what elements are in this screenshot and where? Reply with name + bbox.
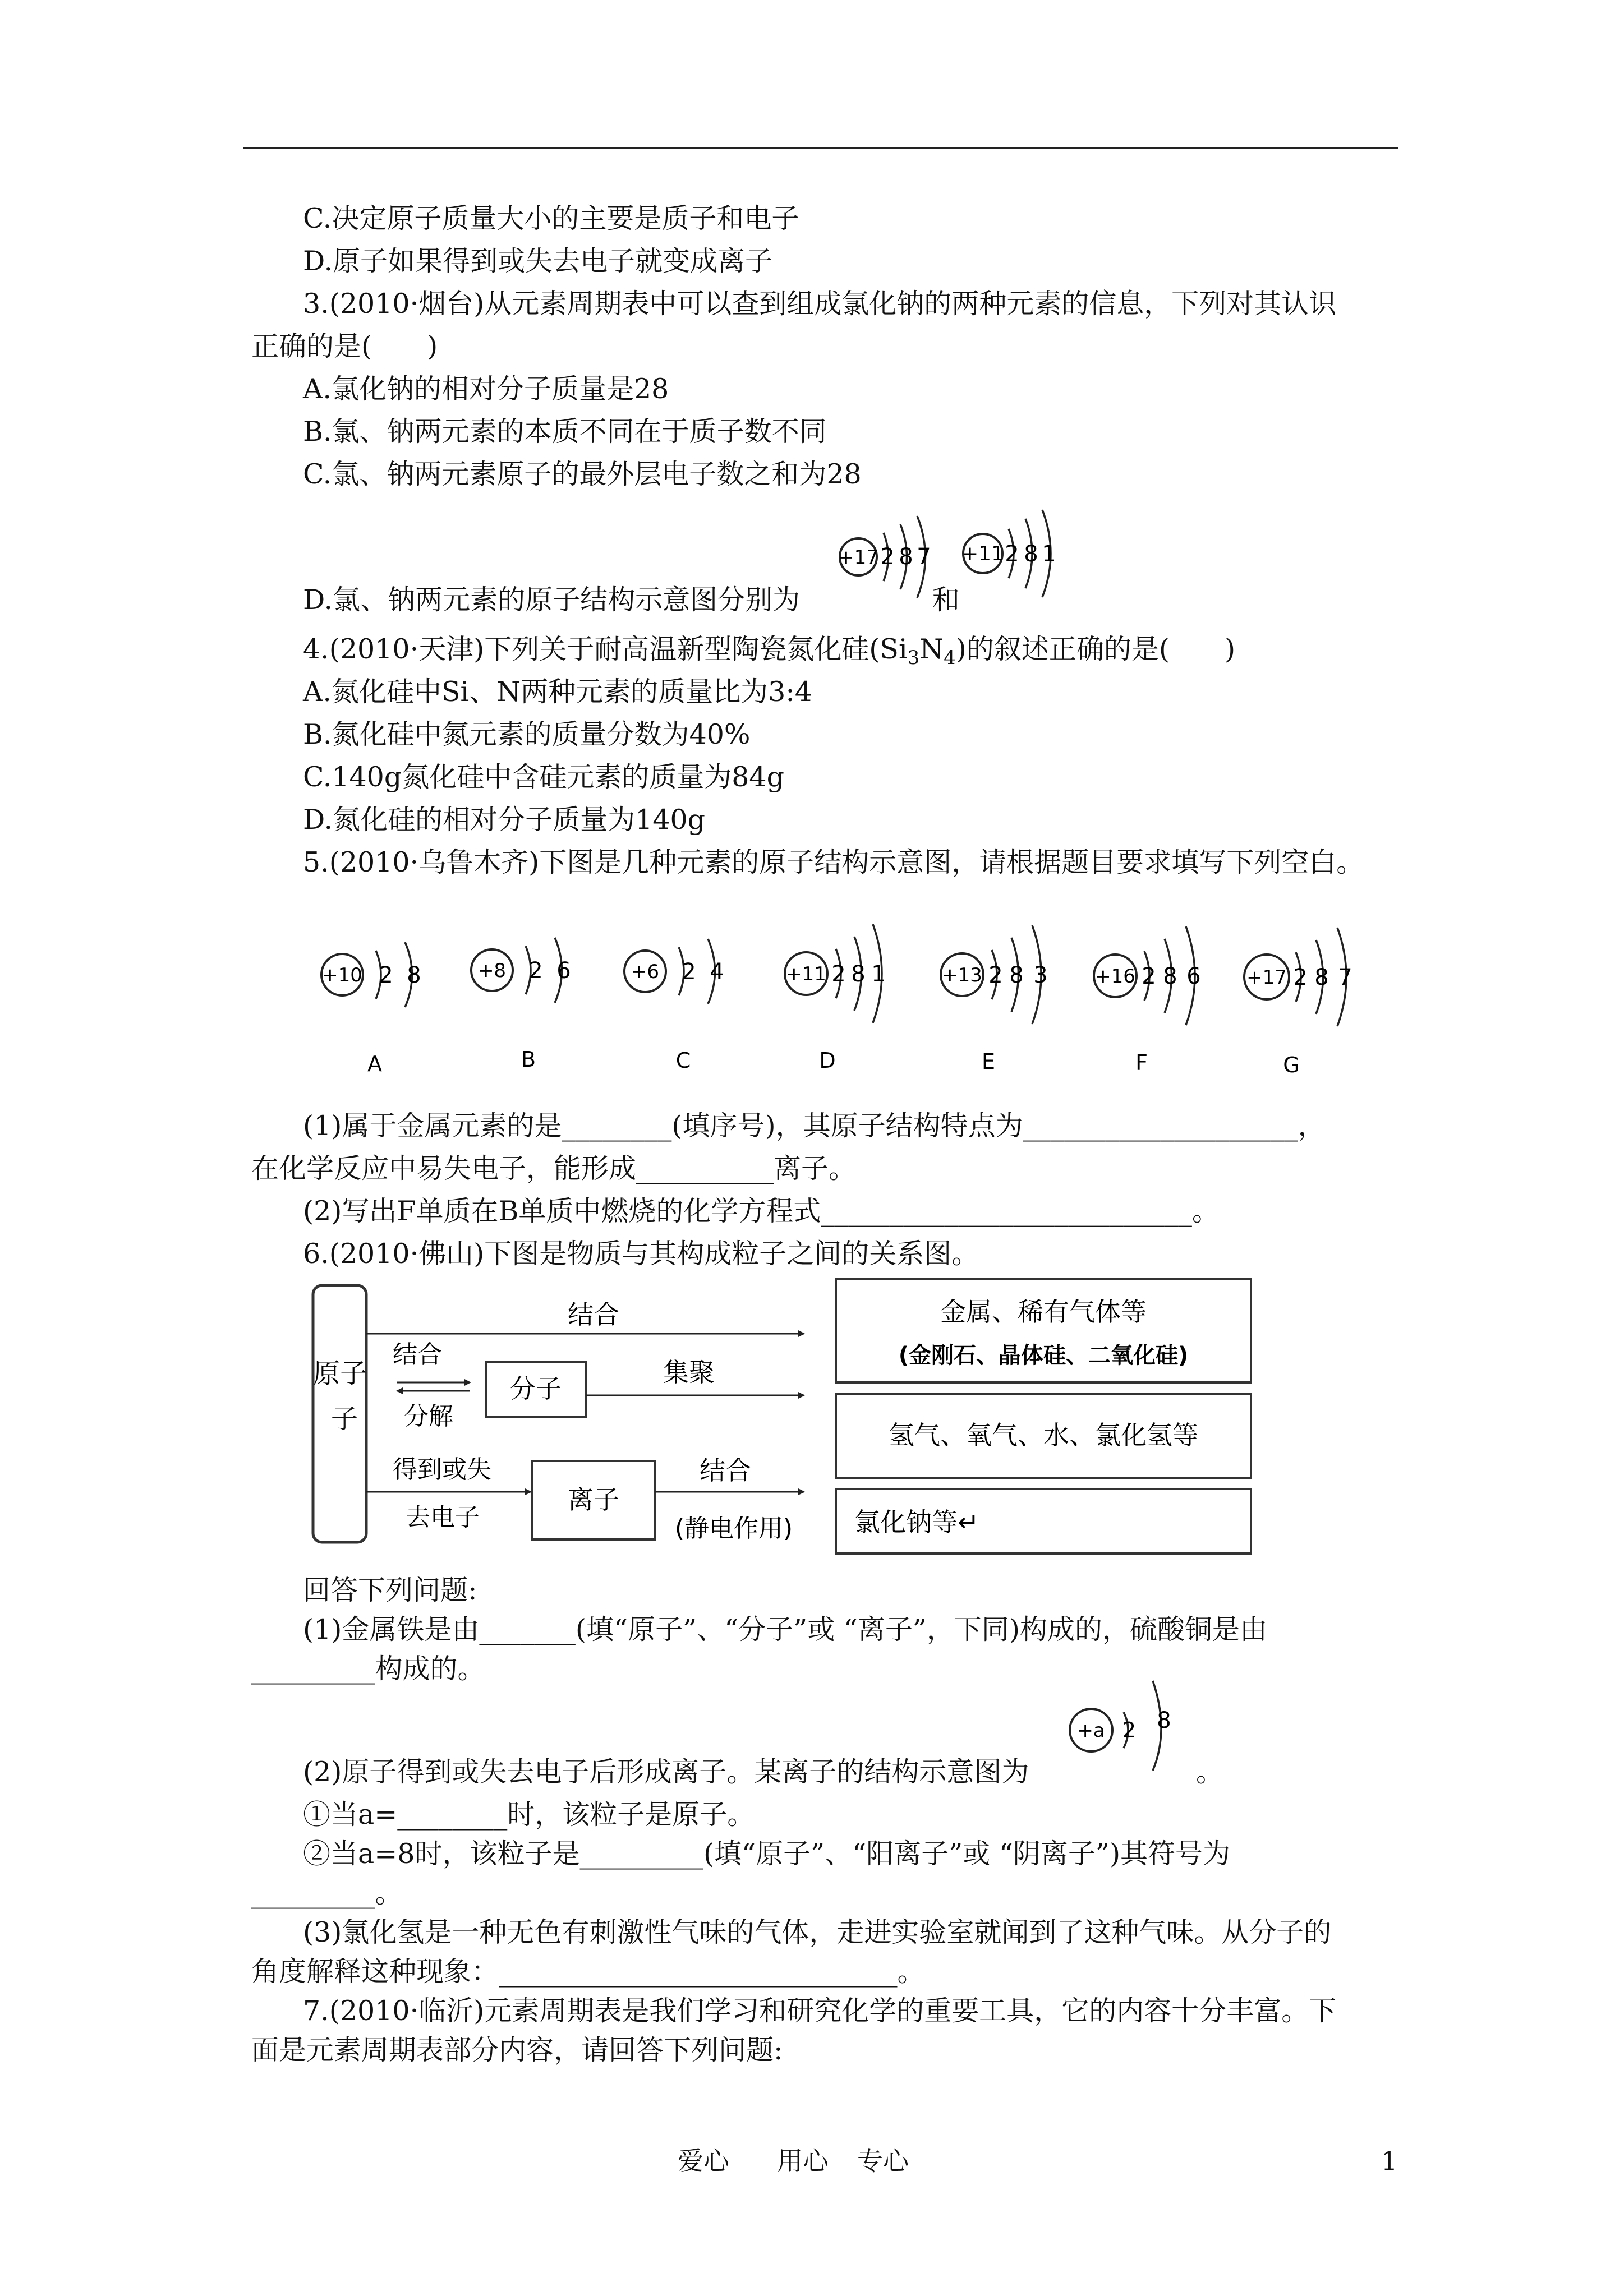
q6-box1-line1: 金属、稀有气体等 [940,1297,1147,1327]
q6-gather: 集聚 [663,1357,715,1387]
q2-option-d: D.原子如果得到或失去电子就变成离子 [303,245,773,277]
q3-option-d: D.氯、钠两元素的原子结构示意图分别为 [303,584,801,616]
q5-atom-a-shell: 2 [379,962,393,988]
q6-electrostatic: (静电作用) [674,1514,793,1543]
q5-atom-e [941,925,1048,1074]
q5-atom-f-nucleus: +16 [1095,965,1135,988]
q6-box2: 氢气、氧气、水、氯化氢等 [889,1420,1198,1450]
q4-stem: 4.(2010·天津)下列关于耐高温新型陶瓷氮化硅$(Si_3N_4)$的叙述正确的是( ) [303,633,1236,669]
q3-na-nucleus: +11 [961,542,1004,565]
q3-cl-shell: 8 [899,544,913,570]
q6-box3: 氯化钠等↵ [854,1507,979,1537]
q3-cl-nucleus: +17 [838,546,878,569]
q5-atom-f-shell: 6 [1186,963,1201,989]
q6-part3-line1: (3)氯化氢是一种无色有刺激性气味的气体，走进实验室就闻到了这种气味。从分子的 [303,1916,1332,1948]
q6-gain-lose-1: 得到或失 [393,1455,491,1484]
q5-atom-b-label: B [521,1047,536,1072]
q3-na-shell: 1 [1042,541,1056,567]
q3-option-c: C.氯、钠两元素原子的最外层电子数之和为28 [303,458,862,490]
q6-part2-item2-line2: _________。 [251,1877,403,1909]
q5-atom-a-label: A [367,1052,382,1076]
q6-stem: 6.(2010·佛山)下图是物质与其构成粒子之间的关系图。 [303,1238,979,1270]
q5-atom-d-nucleus: +11 [786,963,826,985]
q4-option-a: A.氮化硅中Si、N两种元素的质量比为3:4 [303,676,812,708]
q6-part2-end: 。 [1196,1756,1224,1788]
q5-atom-g-shell: 8 [1314,965,1329,990]
q4-option-b: B.氮化硅中氮元素的质量分数为40% [303,718,751,750]
q5-atom-g-label: G [1283,1053,1300,1077]
q3-option-d-and: 和 [932,584,960,616]
q5-atom-d-shell: 1 [871,961,886,987]
q6-part2: (2)原子得到或失去电子后形成离子。某离子的结构示意图为 [303,1756,1029,1788]
q5-atom-d-shell: 8 [851,961,866,987]
q4-option-d: D.氮化硅的相对分子质量为140g [303,804,706,836]
q3-option-b: B.氯、钠两元素的本质不同在于质子数不同 [303,416,827,448]
q6-molecule: 分子 [510,1373,562,1404]
q6-combine-mid: 结合 [393,1340,442,1369]
q5-atom-b-shell: 6 [556,958,571,984]
q5-atom-c [624,939,724,1073]
q6-ion-shell: 8 [1157,1708,1171,1733]
q5-atom-d-label: D [819,1048,836,1073]
q6-matter-particle-diagram [307,1279,1261,1573]
q4-option-c: C.140g氮化硅中含硅元素的质量为84g [303,761,784,793]
q5-atom-a [321,942,421,1076]
q5-atom-g-nucleus: +17 [1246,966,1287,989]
q5-stem: 5.(2010·乌鲁木齐)下图是几种元素的原子结构示意图，请根据题目要求填写下列空白。 [303,846,1364,878]
page-number: 1 [1381,2146,1398,2176]
q5-atom-b [471,938,571,1072]
footer-text-3: 专心 [857,2146,909,2176]
footer-text-1: 爱心 [678,2146,729,2176]
q5-atom-b-nucleus: +8 [477,960,507,982]
q5-atom-a-nucleus: +10 [322,964,362,986]
q5-atom-g-shell: 7 [1338,965,1352,990]
q5-atom-e-shell: 8 [1009,962,1024,988]
q5-atom-f [1094,926,1201,1075]
q5-atom-f-label: F [1135,1050,1148,1075]
footer-text-2: 用心 [777,2146,829,2176]
q3-cl-shell: 2 [880,544,895,570]
q5-atom-a-shell: 8 [407,962,421,988]
q6-part1-line1: (1)金属铁是由_______(填“原子”、“分子”或 “离子”，下同)构成的，硫酸铜是由 [303,1613,1268,1645]
q5-atom-g-shell: 2 [1293,965,1308,990]
q3-na-atom-diagram [954,502,1066,608]
q3-option-a: A.氯化钠的相对分子质量是28 [303,373,669,405]
q6-part1-line2: _________构成的。 [251,1653,485,1685]
q5-part1-line2: 在化学反应中易失电子，能形成__________离子。 [251,1152,857,1184]
q5-atom-c-shell: 2 [682,959,696,985]
q5-atom-e-nucleus: +13 [942,964,982,986]
q6-answer-prompt: 回答下列问题: [303,1574,477,1606]
q5-atom-e-shell: 2 [988,962,1003,988]
q5-atom-c-nucleus: +6 [631,961,660,983]
q5-atom-d-shell: 2 [831,961,846,987]
q5-atom-b-shell: 2 [528,958,543,984]
q2-option-c: C.决定原子质量大小的主要是质子和电子 [303,202,799,234]
q6-combine-bottom: 结合 [700,1455,751,1486]
q6-atom-label-1: 原子 [312,1358,367,1389]
q6-ion: 离子 [568,1484,619,1515]
q6-part3-line2: 角度解释这种现象：_____________________________。 [251,1956,925,1988]
q3-na-shell: 2 [1005,541,1019,567]
q6-ion-nucleus: +a [1077,1719,1105,1742]
q6-part2-item1: ①当a=________时，该粒子是原子。 [303,1799,755,1831]
q5-atom-g [1244,928,1352,1077]
q5-part1-line1: (1)属于金属元素的是________(填序号)，其原子结构特点为____________________， [303,1110,1326,1142]
q6-ion-shell: 2 [1122,1718,1137,1742]
q3-stem-line2: 正确的是( ) [251,330,438,362]
q5-part2: (2)写出F单质在B单质中燃烧的化学方程式___________________________。 [303,1195,1220,1227]
q3-stem-line1: 3.(2010·烟台)从元素周期表中可以查到组成氯化钠的两种元素的信息，下列对其认识 [303,288,1337,320]
q6-ion-structure-diagram [1063,1674,1198,1778]
q7-stem-line1: 7.(2010·临沂)元素周期表是我们学习和研究化学的重要工具，它的内容十分丰富。下 [303,1995,1337,2027]
q6-gain-lose-2: 去电子 [406,1503,480,1532]
q6-box1-line2: (金刚石、晶体硅、二氧化硅) [898,1343,1189,1368]
q5-atom-d [785,924,886,1073]
q3-cl-shell: 7 [917,544,931,570]
q6-part2-item2-line1: ②当a=8时，该粒子是_________(填“原子”、“阳离子”或 “阴离子”)其符号为 [303,1838,1231,1870]
q5-atom-c-label: C [675,1048,691,1073]
q5-atom-structure-figure [303,897,1425,1088]
q6-combine-top: 结合 [568,1299,619,1330]
q6-atom-label-2: 子 [331,1403,358,1435]
q7-stem-line2: 面是元素周期表部分内容，请回答下列问题: [251,2034,783,2066]
q6-decompose: 分解 [404,1402,453,1431]
q5-atom-f-shell: 8 [1163,963,1177,989]
q5-atom-f-shell: 2 [1142,963,1156,989]
header-rule [243,147,1398,149]
q3-na-shell: 8 [1024,541,1038,567]
q3-cl-atom-diagram [830,508,942,608]
q5-atom-c-shell: 4 [710,959,724,985]
q5-atom-e-shell: 3 [1033,962,1048,988]
q5-atom-e-label: E [981,1049,996,1074]
